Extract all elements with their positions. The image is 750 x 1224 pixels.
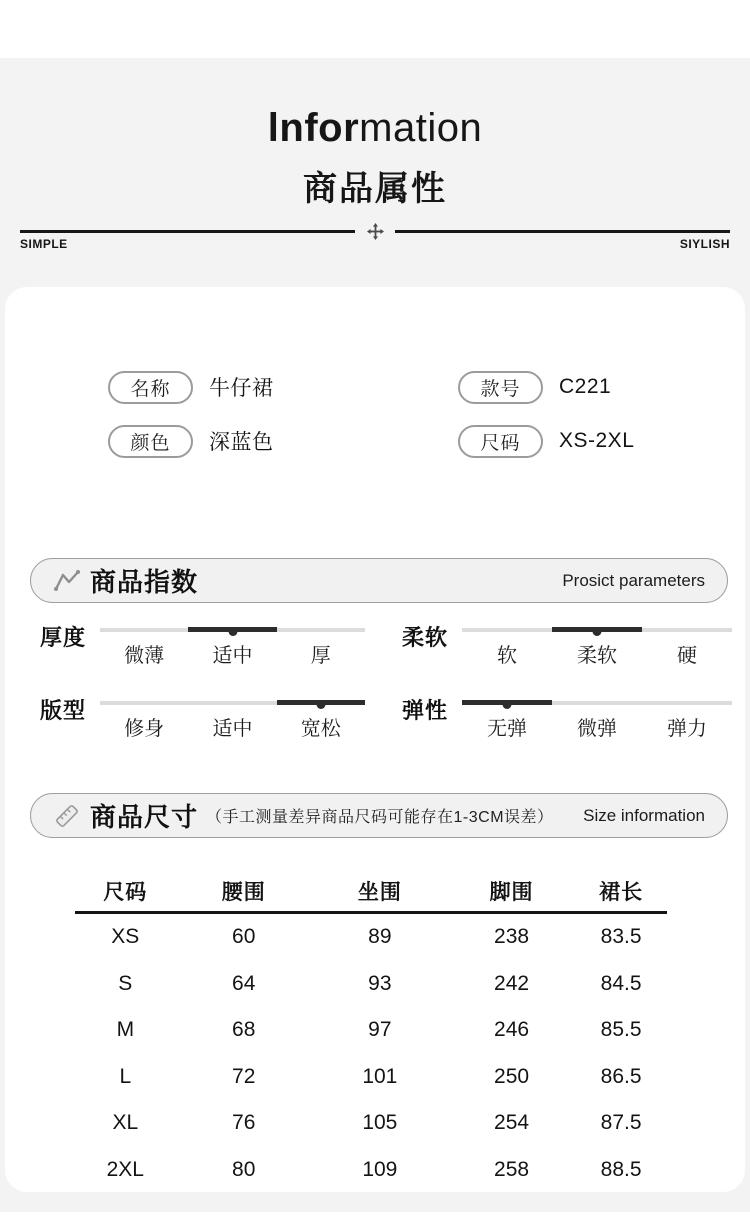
- cell-hem: 258: [494, 1157, 530, 1181]
- option-label: 软: [496, 645, 517, 667]
- option-label: 柔软: [576, 645, 617, 667]
- cell-size: S: [118, 971, 133, 995]
- size-section-header: [30, 793, 728, 838]
- cell-waist: 60: [232, 925, 256, 949]
- cell-waist: 76: [232, 1111, 256, 1135]
- attribute-size-range-value: XS-2XL: [559, 429, 635, 452]
- cell-length: 84.5: [600, 971, 642, 995]
- option-label: 适中: [212, 645, 253, 667]
- ruler-icon: [53, 802, 81, 830]
- slider-thickness-fill: [188, 627, 276, 632]
- cell-waist: 72: [232, 1064, 256, 1088]
- attribute-size-range: [458, 424, 634, 458]
- size-section-title: 商品尺寸: [90, 802, 199, 832]
- attribute-name-pill: 名称: [108, 371, 193, 404]
- option-label: 厚: [310, 645, 331, 667]
- column-header: 尺码: [103, 880, 148, 904]
- cell-length: 88.5: [600, 1157, 642, 1181]
- cell-size: XS: [111, 925, 140, 949]
- cell-size: XL: [112, 1111, 139, 1135]
- cell-hip: 97: [368, 1018, 392, 1042]
- cell-hem: 242: [494, 971, 530, 995]
- zigzag-chart-icon: [53, 569, 81, 593]
- cell-size: L: [119, 1064, 132, 1088]
- divider-line-right: [395, 230, 730, 233]
- cell-hip: 101: [362, 1064, 398, 1088]
- slider-elasticity-scale: [462, 691, 732, 741]
- attribute-color: [108, 424, 274, 458]
- slider-softness-track: [462, 628, 732, 632]
- option-label: 修身: [124, 718, 165, 740]
- option-label: 宽松: [300, 718, 341, 740]
- attribute-style-number: [458, 370, 611, 404]
- slider-thickness-scale: [100, 618, 365, 668]
- slider-fit-label: 版型: [40, 698, 87, 723]
- slider-softness-scale: [462, 618, 732, 668]
- table-row: [75, 914, 667, 961]
- slider-fit-track: [100, 701, 365, 705]
- table-row: [75, 1100, 667, 1147]
- slider-thickness-dot: [228, 627, 237, 636]
- table-row: [75, 1007, 667, 1054]
- cell-hem: 254: [494, 1111, 530, 1135]
- product-index-subtitle: Prosict parameters: [562, 570, 705, 590]
- slider-softness-label: 柔软: [402, 625, 449, 650]
- attribute-name-value: 牛仔裙: [209, 377, 274, 400]
- attribute-color-value: 深蓝色: [209, 431, 274, 454]
- column-header: 脚围: [489, 880, 534, 904]
- product-index-title: 商品指数: [90, 567, 199, 597]
- size-table-header-row: [75, 872, 667, 909]
- slider-fit-scale: [100, 691, 365, 741]
- cell-hip: 93: [368, 971, 392, 995]
- slider-thickness: [40, 618, 365, 668]
- cell-hem: 250: [494, 1064, 530, 1088]
- size-section-subtitle: Size information: [583, 805, 705, 825]
- size-table: [75, 872, 667, 1193]
- cell-size: 2XL: [106, 1157, 144, 1181]
- header-taglines: [20, 237, 730, 251]
- option-label: 微弹: [576, 718, 617, 740]
- option-label: 弹力: [666, 718, 707, 740]
- divider-line-left: [20, 230, 355, 233]
- page-title-chinese: 商品属性: [303, 170, 447, 208]
- slider-softness-fill: [552, 627, 642, 632]
- slider-fit-dot: [316, 700, 325, 709]
- cell-hip: 109: [362, 1157, 398, 1181]
- cell-length: 83.5: [600, 925, 642, 949]
- size-section-note: （手工测量差异商品尺码可能存在1-3CM误差）: [206, 809, 554, 826]
- page-title-english: [0, 106, 750, 151]
- slider-softness: [402, 618, 732, 668]
- slider-elasticity: [402, 691, 732, 741]
- option-label: 微薄: [124, 645, 165, 667]
- page-title-english-bold: lnfor: [267, 106, 360, 150]
- slider-thickness-label: 厚度: [40, 625, 87, 650]
- table-row: [75, 961, 667, 1008]
- cell-length: 85.5: [600, 1018, 642, 1042]
- column-header: 坐围: [357, 880, 402, 904]
- tagline-left: SIMPLE: [20, 237, 68, 251]
- cell-length: 86.5: [600, 1064, 642, 1088]
- slider-thickness-track: [100, 628, 365, 632]
- attribute-style-number-pill: 款号: [458, 371, 543, 404]
- column-header: 腰围: [221, 880, 266, 904]
- slider-elasticity-track: [462, 701, 732, 705]
- attribute-color-pill: 颜色: [108, 425, 193, 458]
- attribute-style-number-value: C221: [559, 375, 612, 398]
- slider-fit: [40, 691, 365, 741]
- slider-fit-fill: [277, 700, 365, 705]
- table-row: [75, 1147, 667, 1194]
- slider-fit-options: [100, 712, 365, 741]
- slider-softness-dot: [592, 627, 601, 636]
- attribute-name: [108, 370, 274, 404]
- cell-hem: 238: [494, 925, 530, 949]
- option-label: 适中: [212, 718, 253, 740]
- tagline-right: SIYLISH: [679, 237, 730, 251]
- cell-waist: 64: [232, 971, 256, 995]
- product-index-sliders: [40, 618, 732, 741]
- attribute-size-range-pill: 尺码: [458, 425, 543, 458]
- slider-thickness-options: [100, 639, 365, 668]
- slider-softness-options: [462, 639, 732, 668]
- cell-waist: 80: [232, 1157, 256, 1181]
- table-row: [75, 1054, 667, 1101]
- cell-size: M: [116, 1018, 135, 1042]
- option-label: 硬: [676, 645, 697, 667]
- product-info-card: [5, 287, 745, 1192]
- slider-elasticity-label: 弹性: [402, 698, 449, 723]
- slider-elasticity-dot: [503, 700, 512, 709]
- slider-elasticity-options: [462, 712, 732, 741]
- cell-waist: 68: [232, 1018, 256, 1042]
- cell-hip: 89: [368, 925, 392, 949]
- column-header: 裙长: [599, 880, 644, 904]
- page-title-english-light: mation: [359, 106, 483, 150]
- product-index-section-header: [30, 558, 728, 603]
- cell-hem: 246: [494, 1018, 530, 1042]
- slider-elasticity-fill: [462, 700, 552, 705]
- cell-hip: 105: [362, 1111, 398, 1135]
- cell-length: 87.5: [600, 1111, 642, 1135]
- option-label: 无弹: [486, 718, 527, 740]
